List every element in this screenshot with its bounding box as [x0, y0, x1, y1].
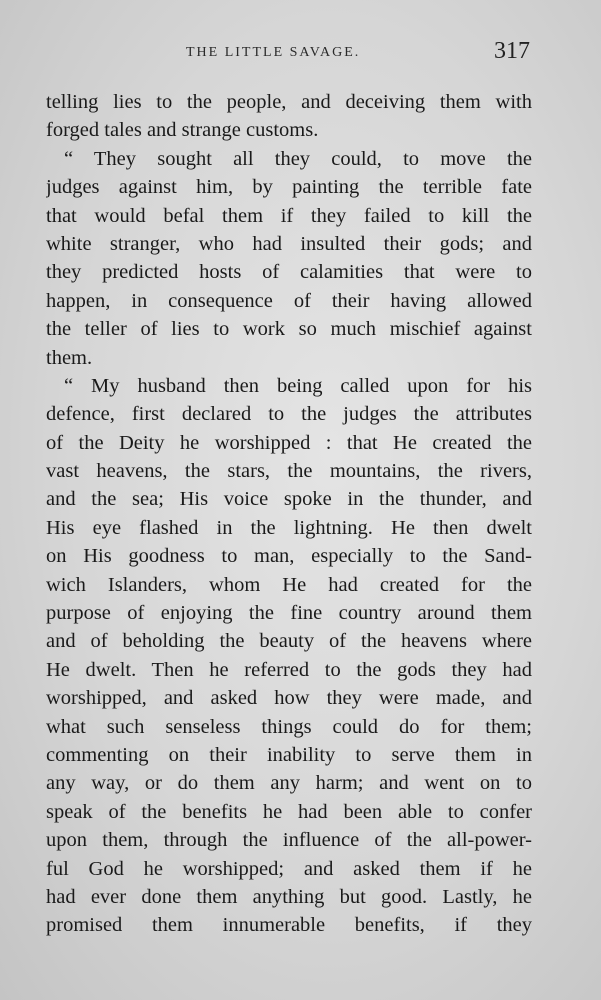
running-title: THE LITTLE SAVAGE.: [186, 45, 361, 60]
text-line: commenting on their inability to serve them in: [46, 743, 532, 766]
text-line: promised them innumerable benefits, if they: [46, 914, 532, 937]
page-header: [46, 38, 530, 72]
text-line: wich Islanders, whom He had created for the: [46, 573, 532, 596]
text-line: white stranger, who had insulted their gods; and: [46, 232, 532, 255]
text-line: “ My husband then being called upon for his: [64, 374, 532, 397]
text-line: speak of the benefits he had been able to confer: [46, 800, 532, 823]
text-line: they predicted hosts of calamities that were to: [46, 261, 532, 284]
text-line: any way, or do them any harm; and went on to: [46, 772, 532, 795]
text-line: had ever done them anything but good. Lastly, he: [46, 885, 532, 908]
text-line: worshipped, and asked how they were made, and: [46, 687, 532, 710]
text-line: what such senseless things could do for them;: [46, 715, 532, 738]
text-line: He dwelt. Then he referred to the gods they had: [46, 658, 532, 681]
text-line: them.: [46, 346, 93, 369]
text-line: the teller of lies to work so much mischief against: [46, 318, 532, 341]
text-line: telling lies to the people, and deceiving them with: [46, 91, 532, 113]
text-line: forged tales and strange customs.: [46, 119, 319, 142]
text-line: His eye flashed in the lightning. He then dwelt: [46, 516, 532, 539]
text-line: “ They sought all they could, to move the: [64, 147, 532, 170]
text-line: vast heavens, the stars, the mountains, the rivers,: [46, 460, 532, 483]
page-number: 317: [494, 38, 530, 64]
text-line: purpose of enjoying the fine country around them: [46, 602, 532, 625]
text-line: and of beholding the beauty of the heavens where: [46, 630, 532, 653]
text-line: of the Deity he worshipped : that He created the: [46, 431, 532, 454]
body-text: [46, 88, 532, 940]
text-line: judges against him, by painting the terrible fate: [46, 176, 532, 199]
text-line: ful God he worshipped; and asked them if he: [46, 857, 532, 880]
text-line: and the sea; His voice spoke in the thunder, and: [46, 488, 532, 511]
text-line: defence, first declared to the judges the attributes: [46, 403, 532, 426]
text-line: on His goodness to man, especially to the Sand-: [46, 545, 532, 568]
text-line: happen, in consequence of their having allowed: [46, 289, 532, 312]
text-line: upon them, through the influence of the all-power-: [46, 829, 532, 852]
text-line: that would befal them if they failed to kill the: [46, 204, 532, 227]
